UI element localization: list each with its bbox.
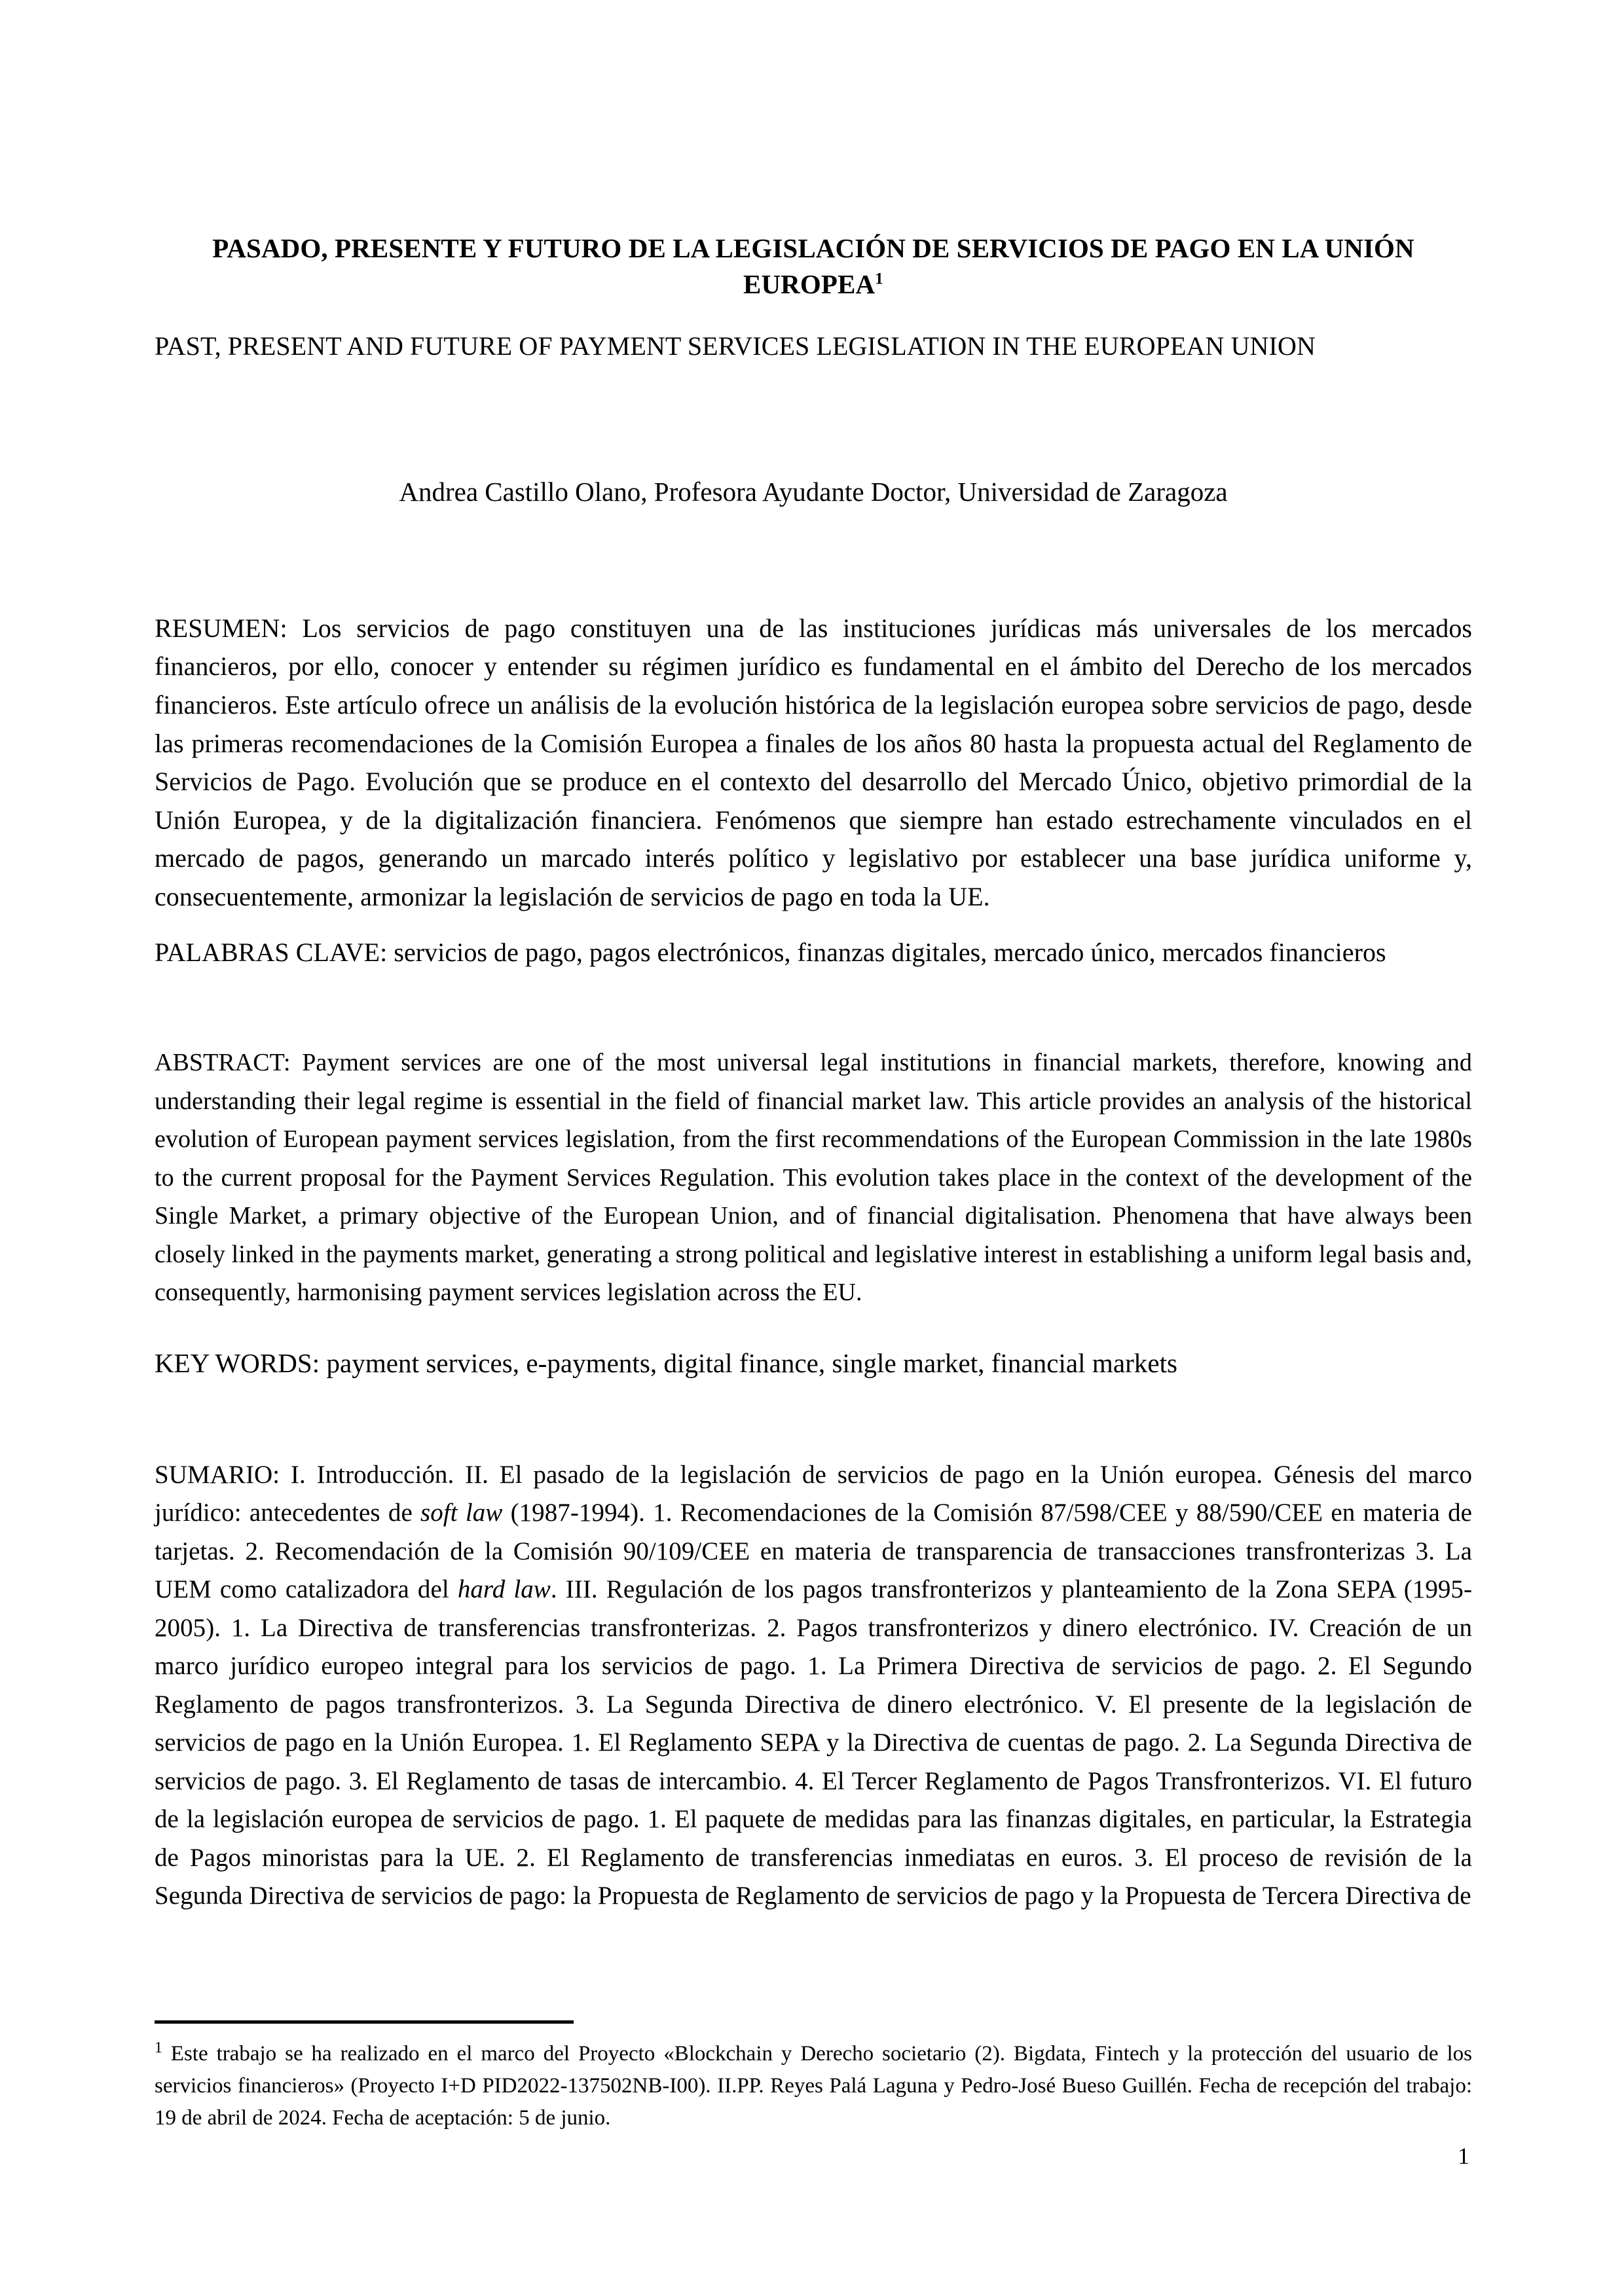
abstract-english-paragraph: ABSTRACT: Payment services are one of the most universal legal institutions in financial markets, therefore, knowing and understanding their legal regime is essential in the field of financial market law. This article provides an analysis of the historical evolution of European payment services legislation, from the first recommendations of the European Commission in the late 1980s to the current proposal for the Payment Services Regulation. This evolution takes place in the context of the development of the Single Market, a primary objective of the European Union, and of financial digitalisation. Phenomena that have always been closely linked in the payments market, generating a strong political and legislative interest in establishing a uniform legal basis and, consequently, harmonising payment services legislation across the EU. <box>155 1049 1472 1307</box>
author-line: Andrea Castillo Olano, Profesora Ayudante Doctor, Universidad de Zaragoza <box>399 477 1228 507</box>
sumario-italic-hard-law: hard law <box>457 1575 551 1604</box>
abstract-spanish-paragraph: RESUMEN: Los servicios de pago constituyen una de las instituciones jurídicas más universales de los mercados financieros, por ello, conocer y entender su régimen jurídico es fundamental en el ámbito del Derecho de los mercados financieros. Este artículo ofrece un análisis de la evolución histórica de la legislación europea sobre servicios de pago, desde las primeras recomendaciones de la Comisión Europea a finales de los años 80 hasta la propuesta actual del Reglamento de Servicios de Pago. Evolución que se produce en el contexto del desarrollo del Mercado Único, objetivo primordial de la Unión Europea, y de la digitalización financiera. Fenómenos que siempre han estado estrechamente vinculados en el mercado de pagos, generando un marcado interés político y legislativo por establecer una base jurídica uniforme y, consecuentemente, armonizar la legislación de servicios de pago en toda la UE. <box>155 613 1472 912</box>
footnote-area <box>155 2020 1472 2134</box>
sumario-italic-soft-law: soft law <box>420 1499 503 1527</box>
page-title-spanish <box>155 0 1472 302</box>
sumario-segment-1: SUMARIO: I. Introducción. II. El pasado de la legislación de servicios de pago en la Unión europea. Génesis del marco jurídico: antecedentes de <box>155 1460 1472 1527</box>
keywords-english-paragraph: KEY WORDS: payment services, e-payments, digital finance, single market, financial markets <box>155 1347 1178 1378</box>
title-footnote-marker: 1 <box>875 269 883 288</box>
footnote-1 <box>155 2038 1472 2134</box>
page-title-english: PAST, PRESENT AND FUTURE OF PAYMENT SERVICES LEGISLATION IN THE EUROPEAN UNION <box>155 331 1316 361</box>
sumario-segment-3: . III. Regulación de los pagos transfronterizos y planteamiento de la Zona SEPA (1995-2005). 1. La Directiva de transferencias transfronterizas. 2. Pagos transfronterizos y dinero electrónico. IV. Creación de un marco jurídico europeo integral para los servicios de pago. 1. La Primera Directiva de servicios de pago. 2. El Segundo Reglamento de pagos transfronterizos. 3. La Segunda Directiva de dinero electrónico. V. El presente de la legislación de servicios de pago en la Unión Europea. 1. El Reglamento SEPA y la Directiva de cuentas de pago. 2. La Segunda Directiva de servicios de pago. 3. El Reglamento de tasas de intercambio. 4. El Tercer Reglamento de Pagos Transfronterizos. VI. El futuro de la legislación europea de servicios de pago. 1. El paquete de medidas para las finanzas digitales, en particular, la Estrategia de Pagos minoristas para la UE. 2. El Reglamento de transferencias inmediatas en euros. 3. El proceso de revisión de la Segunda Directiva de servicios de pago: la Propuesta de Reglamento de servicios de pago y la Propuesta de Tercera Directiva de <box>155 1575 1473 1910</box>
sumario-segment-2: (1987-1994). 1. Recomendaciones de la Comisión 87/598/CEE y 88/590/CEE en materia de tarjetas. 2. Recomendación de la Comisión 90/109/CEE en materia de transparencia de transacciones transfronterizas 3. La UEM como catalizadora del <box>155 1499 1472 1604</box>
table-of-contents-paragraph <box>155 1383 1472 1916</box>
page-number: 1 <box>1458 2143 1469 2169</box>
keywords-spanish-paragraph: PALABRAS CLAVE: servicios de pago, pagos electrónicos, finanzas digitales, mercado único, mercados financieros <box>155 937 1386 967</box>
page-title-spanish-text: PASADO, PRESENTE Y FUTURO DE LA LEGISLACIÓN DE SERVICIOS DE PAGO EN LA UNIÓN EUROPEA <box>212 233 1414 299</box>
page-content-column <box>155 0 1472 1916</box>
footnote-marker: 1 <box>155 2039 162 2056</box>
footnote-text: Este trabajo se ha realizado en el marco del Proyecto «Blockchain y Derecho societario (2). Bigdata, Fintech y la protección del usuario de los servicios financieros» (Proyecto I+D PID2022-137502NB-I00). II.PP. Reyes Palá Laguna y Pedro-José Bueso Guillén. Fecha de recepción del trabajo: 19 de abril de 2024. Fecha de aceptación: 5 de junio. <box>155 2042 1472 2130</box>
footnote-separator-rule <box>155 2020 574 2024</box>
